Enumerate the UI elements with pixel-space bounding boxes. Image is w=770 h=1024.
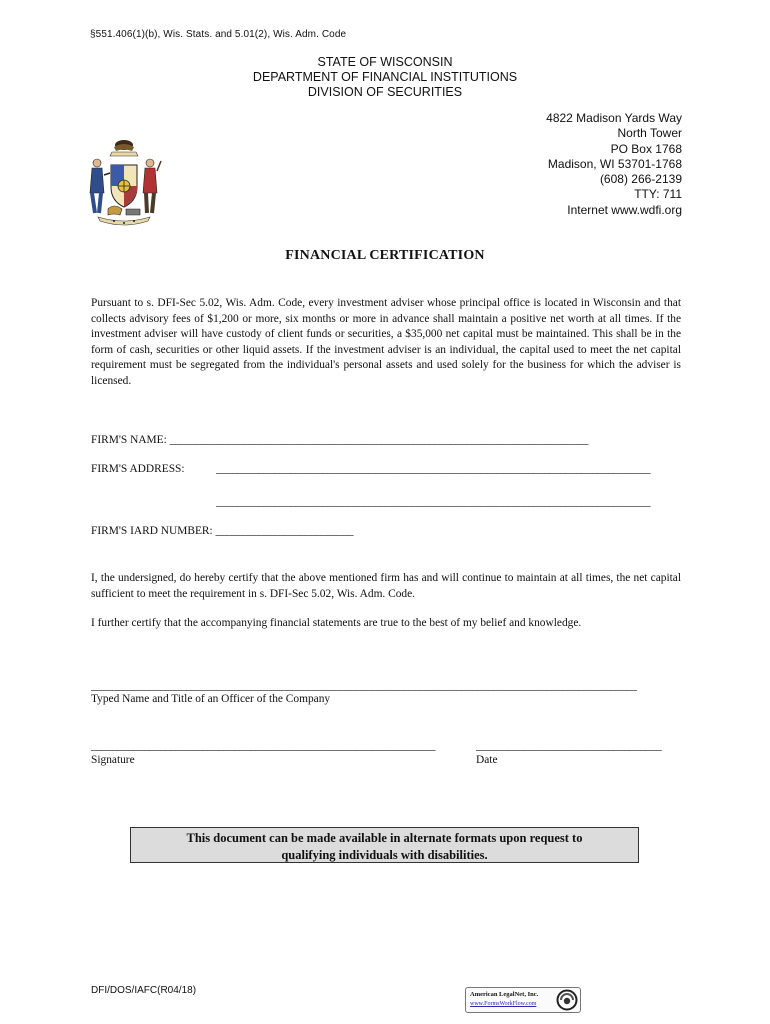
agency-line-department: DEPARTMENT OF FINANCIAL INSTITUTIONS xyxy=(252,70,518,84)
date-label: Date xyxy=(476,754,498,766)
officer-name-field[interactable]: _______________________________________________________________________________________________________ xyxy=(91,680,637,692)
iard-number-field[interactable]: __________________________ xyxy=(215,525,354,537)
further-certification-paragraph: I further certify that the accompanying financial statements are true to the best of my belief and knowledge. xyxy=(91,617,582,629)
address-street: 4822 Madison Yards Way xyxy=(546,111,682,125)
address-city: Madison, WI 53701-1768 xyxy=(547,156,682,171)
notice-line-2: qualifying individuals with disabilities. xyxy=(281,848,488,862)
firm-address-field-1[interactable]: __________________________________________________________________________________ xyxy=(216,463,651,475)
address-tty: TTY: 711 xyxy=(634,187,682,202)
legalnet-logo-icon xyxy=(556,989,578,1011)
address-website: Internet www.wdfi.org xyxy=(567,202,682,217)
date-field[interactable]: ___________________________________ xyxy=(476,740,662,752)
agency-line-state: STATE OF WISCONSIN xyxy=(317,55,453,69)
officer-name-label: Typed Name and Title of an Officer of the Company xyxy=(91,693,331,705)
form-title: FINANCIAL CERTIFICATION xyxy=(285,248,485,263)
accessibility-notice-box xyxy=(130,827,639,863)
legalnet-name: American LegalNet, Inc. xyxy=(470,991,539,998)
intro-paragraph: Pursuant to s. DFI-Sec 5.02, Wis. Adm. Code, every investment adviser whose principal office is located in Wisconsin and that collects advisory fees of $1,200 or more, six months or more in advance shall maintain a positive net worth at all times. If the investment adviser will have custody of client funds or securities, a $35,000 net capital must be maintained. This shall be in the form of cash, securities or other liquid assets. If the investment adviser is an individual, the capital used to meet the net capital requirement must be segregated from the individual's personal assets and used solely for the business for which the adviser is licensed. xyxy=(91,297,681,387)
certification-paragraph: I, the undersigned, do hereby certify that the above mentioned firm has and will continue to maintain at all times, the net capital sufficient to meet the requirement in s. DFI-Sec 5.02, Wis. Adm. Code. xyxy=(91,572,681,600)
firm-name-field[interactable]: _______________________________________________________________________________ xyxy=(169,434,588,446)
signature-label: Signature xyxy=(91,754,135,766)
agency-address-block xyxy=(546,111,682,218)
legalnet-badge[interactable] xyxy=(465,987,581,1013)
legalnet-url-link[interactable]: www.FormsWorkFlow.com xyxy=(470,1001,537,1007)
firm-address-field-2[interactable]: __________________________________________________________________________________ xyxy=(216,496,651,508)
state-seal-icon xyxy=(84,135,164,227)
signature-field[interactable]: _________________________________________________________________ xyxy=(91,740,436,752)
notice-line-1: This document can be made available in alternate formats upon request to xyxy=(186,831,583,845)
address-po-box: PO Box 1768 xyxy=(610,141,682,156)
firm-name-label: FIRM'S NAME: xyxy=(91,434,167,446)
iard-number-label: FIRM'S IARD NUMBER: xyxy=(91,525,213,537)
address-tower: North Tower xyxy=(617,126,682,141)
statute-reference: §551.406(1)(b), Wis. Stats. and 5.01(2), Wis. Adm. Code xyxy=(90,29,347,40)
agency-heading xyxy=(0,55,770,100)
agency-line-division: DIVISION OF SECURITIES xyxy=(307,85,463,99)
form-code: DFI/DOS/IAFC(R04/18) xyxy=(91,985,197,996)
address-phone: (608) 266-2139 xyxy=(599,172,682,187)
firm-address-label: FIRM'S ADDRESS: xyxy=(91,463,185,475)
